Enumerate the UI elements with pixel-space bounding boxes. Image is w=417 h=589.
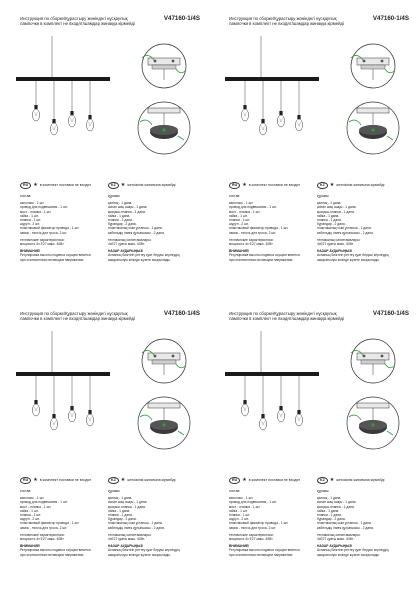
spec-line: провод для подвешания - 1 шт. (229, 205, 277, 210)
ru-technical-specs (20, 238, 104, 246)
spec-line: техникалық сипаттамалары: (108, 237, 152, 242)
kz-warning-text (317, 253, 401, 261)
spec-line: аспап шаң ашқы - 1 дана. (317, 500, 357, 505)
ru-bulbs-note (20, 477, 91, 484)
kz-badge: KZ (317, 477, 328, 484)
canopy-detail (347, 102, 399, 154)
spec-line: пластиковый фиксатор провода - 1 шт. (229, 226, 289, 231)
header-subtitle: лампочки в комплект не входят/шамдар жинаққа кірмейді (20, 316, 135, 321)
ceiling-mount-detail (142, 339, 186, 383)
lamp-drawing (225, 36, 319, 135)
kz-badge: KZ (317, 182, 328, 189)
spec-line: мост - планка - 1 шт. (229, 209, 261, 214)
star-icon: ★ (242, 181, 247, 188)
kz-contents-list (108, 496, 192, 530)
ru-badge: RU (20, 182, 31, 189)
spec-line: планка - 1 шт. (229, 513, 251, 518)
spec-line: қалпақ - 1 дана. (317, 496, 342, 501)
spec-line: ажыратылуы кезінде жүзеге асырылады. (317, 552, 380, 557)
kz-specification (317, 489, 401, 557)
spec-line: аспап шаң ашқы - 1 дана. (317, 205, 357, 210)
spec-line: бұрандар - 2 дана. (317, 222, 346, 227)
spec-line: ажыратылуы кезінде жүзеге асырылады. (108, 552, 171, 557)
spec-line: шуруп - 2 шт. (20, 222, 40, 227)
spec-line: технические характеристики: (229, 237, 274, 242)
model-number: V47160-1/4S (372, 15, 409, 22)
ru-technical-specs (20, 533, 104, 541)
pendant-bulb (295, 376, 302, 426)
ru-technical-specs (229, 238, 313, 246)
spec-line: техникалық сипаттамалары: (108, 532, 152, 537)
kz-specification (108, 489, 192, 557)
kz-bulbs-note (108, 477, 175, 484)
header-subtitle: лампочки в комплект не входят/шамдар жинаққа кірмейді (229, 21, 344, 26)
instruction-sheet (0, 0, 208, 294)
spec-line: Регулировка высоты подвеса осуществляется (20, 253, 91, 258)
spec-line: кабельдің ілмек құлыпшасы - 2 дана. (317, 230, 374, 235)
kz-contents-title: құрамы: (317, 489, 330, 493)
ru-bulbs-note (20, 182, 91, 189)
spec-line: замок - тягочь для троса- 2 шт. (229, 525, 277, 530)
ru-warning-text (20, 253, 104, 261)
kz-bulbs-note (317, 477, 384, 484)
ru-contents-title: состав: (229, 194, 241, 198)
spec-line: шуруп - 2 шт. (20, 517, 40, 522)
spec-line: Регулировка высоты подвеса осуществляется (20, 548, 91, 553)
spec-line: планка - 1 шт. (20, 513, 42, 518)
ru-contents-list (20, 201, 104, 235)
ru-bulbs-note-text: в комплект поставки не входят (248, 478, 301, 483)
model-number: V47160-1/4S (163, 310, 200, 317)
kz-contents-title: құрамы: (108, 194, 121, 198)
spec-line: қалпақ - 1 дана. (317, 201, 342, 206)
ru-bulbs-note-text: в комплект поставки не входят (39, 183, 92, 188)
spec-line: Аспаның биіктігін реттеу қуат беруші кернеудің (317, 548, 389, 553)
pendant-bulb (259, 81, 266, 135)
star-icon: ★ (33, 181, 38, 188)
kz-specification (108, 194, 192, 262)
pendant-bulb (50, 81, 57, 135)
pendant-bulb (241, 376, 248, 416)
star-icon: ★ (33, 476, 38, 483)
spec-line: бұрандар - 2 дана. (108, 517, 137, 522)
pendant-bulb (241, 81, 248, 121)
header-title: Инструкция по сборке/Құрастыру жөніндегі нұсқаулық (229, 16, 337, 21)
spec-line: при отключенном питающем напряжении. (229, 552, 294, 557)
kz-specification (317, 194, 401, 262)
spec-line: бұрандар - 2 дана. (317, 517, 346, 522)
spec-line: провод для подвешания - 1 шт. (229, 500, 277, 505)
lamp-drawing (16, 331, 110, 430)
kz-bulbs-note-text: жеткізілім жинағына кірмейді (127, 183, 176, 188)
spec-line: бұрандар - 2 дана. (108, 222, 137, 227)
ceiling-mount-detail (351, 339, 395, 383)
spec-line: қысқыш-планка - 1 дана. (317, 209, 355, 214)
spec-line: при отключенном питающем напряжении. (229, 257, 294, 262)
spec-line: гайка - 1 шт. (20, 213, 39, 218)
kz-warning-title: НАЗАР АУДАРЫҢЫЗ! (108, 249, 144, 254)
ru-contents-list (229, 496, 313, 530)
spec-line: қысқыш-планка - 1 дана. (108, 209, 146, 214)
spec-line: пластикалық сым ұстағыш - 1 дана. (317, 521, 372, 526)
spec-line: қысқыш-планка - 1 дана. (108, 504, 146, 509)
spec-line: замок - тягочь для троса- 2 шт. (20, 525, 68, 530)
spec-line: при отключенном питающем напряжении. (20, 257, 85, 262)
kz-warning-title: НАЗАР АУДАРЫҢЫЗ! (108, 544, 144, 549)
ru-badge: RU (229, 477, 240, 484)
spec-line: технические характеристики: (20, 237, 65, 242)
spec-line: провод для подвешания - 1 шт. (20, 205, 68, 210)
spec-line: қысқыш-планка - 1 дана. (317, 504, 355, 509)
spec-line: 4хЕ27 қуаты макс. 40Вт. (108, 537, 145, 542)
ru-warning-title: ВНИМАНИЕ! (229, 249, 250, 254)
lamp-drawing (16, 36, 110, 135)
pendant-bulb (277, 81, 284, 127)
kz-technical-specs (317, 238, 401, 246)
spec-line: технические характеристики: (20, 532, 65, 537)
spec-line: гайка - 1 шт. (229, 508, 248, 513)
spec-line: шуруп - 2 шт. (229, 517, 249, 522)
header-title: Инструкция по сборке/Құрастыру жөніндегі нұсқаулық (229, 311, 337, 316)
spec-line: шуруп - 2 шт. (229, 222, 249, 227)
spec-line: пластикалық сым ұстағыш - 1 дана. (108, 226, 163, 231)
header-title: Инструкция по сборке/Құрастыру жөніндегі нұсқаулық (20, 16, 128, 21)
kz-warning-title: НАЗАР АУДАРЫҢЫЗ! (317, 249, 353, 254)
spec-line: кабельдің ілмек құлыпшасы - 2 дана. (317, 525, 374, 530)
star-icon: ★ (120, 181, 126, 188)
kz-contents-list (317, 201, 401, 235)
spec-line: ажыратылуы кезінде жүзеге асырылады. (108, 257, 171, 262)
spec-line: замок - тягочь для троса- 2 шт. (20, 230, 68, 235)
kz-bulbs-note-text: жеткізілім жинағына кірмейді (127, 478, 176, 483)
ru-bulbs-note (229, 182, 300, 189)
spec-line: гайка - 1 дана. (108, 213, 131, 218)
ru-specification (20, 194, 104, 262)
spec-line: пластикалық сым ұстағыш - 1 дана. (108, 521, 163, 526)
instruction-sheet (0, 295, 208, 589)
star-icon: ★ (120, 476, 126, 483)
spec-line: 4хЕ27 қуаты макс. 40Вт. (317, 242, 354, 247)
spec-line: замок - тягочь для троса- 2 шт. (229, 230, 277, 235)
ru-contents-title: состав: (20, 489, 32, 493)
kz-technical-specs (108, 238, 192, 246)
spec-line: мощность 4х E27 макс. 40Вт (20, 242, 64, 247)
pendant-bulb (86, 376, 93, 426)
ru-contents-list (229, 201, 313, 235)
ceiling-mount-detail (142, 44, 186, 88)
kz-contents-title: құрамы: (317, 194, 330, 198)
pendant-bulb (277, 376, 284, 422)
kz-technical-specs (108, 533, 192, 541)
spec-line: пластиковый фиксатор провода - 1 шт. (20, 226, 80, 231)
spec-line: планка - 1 дана. (108, 513, 133, 518)
canopy-detail (138, 397, 190, 449)
spec-line: гайка - 1 шт. (229, 213, 248, 218)
spec-line: 4хЕ27 қуаты макс. 40Вт. (317, 537, 354, 542)
spec-line: мощность 4х E27 макс. 40Вт (229, 242, 273, 247)
lamp-drawing (225, 331, 319, 430)
kz-contents-title: құрамы: (108, 489, 121, 493)
ru-warning-title: ВНИМАНИЕ! (20, 544, 41, 549)
spec-line: провод для подвешания - 1 шт. (20, 500, 68, 505)
ru-specification (229, 489, 313, 557)
kz-bulbs-note-text: жеткізілім жинағына кірмейді (336, 478, 385, 483)
header-title: Инструкция по сборке/Құрастыру жөніндегі нұсқаулық (20, 311, 128, 316)
spec-line: планка - 1 дана. (108, 218, 133, 223)
assembly-illustration (14, 331, 198, 471)
ru-contents-list (20, 496, 104, 530)
spec-line: планка - 1 шт. (229, 218, 251, 223)
ru-warning-title: ВНИМАНИЕ! (20, 249, 41, 254)
spec-line: пластикалық сым ұстағыш - 1 дана. (317, 226, 372, 231)
star-icon: ★ (242, 476, 247, 483)
spec-line: кабельдің ілмек құлыпшасы - 2 дана. (108, 525, 165, 530)
pendant-bulb (68, 376, 75, 422)
assembly-illustration (223, 331, 407, 471)
kz-warning-text (108, 548, 192, 556)
model-number: V47160-1/4S (163, 15, 200, 22)
ru-technical-specs (229, 533, 313, 541)
spec-line: Регулировка высоты подвеса осуществляется (229, 253, 300, 258)
kz-warning-title: НАЗАР АУДАРЫҢЫЗ! (317, 544, 353, 549)
spec-line: мощность 4х E27 макс. 40Вт (20, 537, 64, 542)
spec-line: гайка - 1 дана. (108, 508, 131, 513)
spec-line: планка - 1 дана. (317, 218, 342, 223)
instruction-sheet (209, 0, 417, 294)
spec-line: Аспаның биіктігін реттеу қуат беруші кернеудің (317, 253, 389, 258)
spec-line: мост - планка - 1 шт. (20, 209, 52, 214)
kz-warning-text (317, 548, 401, 556)
spec-line: гайка - 1 дана. (317, 213, 340, 218)
spec-line: пластиковый фиксатор провода - 1 шт. (229, 521, 289, 526)
star-icon: ★ (329, 476, 335, 483)
kz-contents-list (108, 201, 192, 235)
star-icon: ★ (329, 181, 335, 188)
kz-badge: KZ (108, 182, 119, 189)
spec-line: Аспаның биіктігін реттеу қуат беруші кернеудің (108, 548, 180, 553)
kz-badge: KZ (108, 477, 119, 484)
spec-line: каполасс - 1 шт. (229, 496, 254, 501)
kz-technical-specs (317, 533, 401, 541)
spec-line: қалпақ - 1 дана. (108, 496, 133, 501)
header-subtitle: лампочки в комплект не входят/шамдар жинаққа кірмейді (229, 316, 344, 321)
pendant-bulb (32, 81, 39, 121)
ru-specification (229, 194, 313, 262)
spec-line: Аспаның биіктігін реттеу қуат беруші кернеудің (108, 253, 180, 258)
spec-line: мост - планка - 1 шт. (229, 504, 261, 509)
spec-line: қалпақ - 1 дана. (108, 201, 133, 206)
spec-line: техникалық сипаттамалары: (317, 237, 361, 242)
ru-contents-title: состав: (229, 489, 241, 493)
spec-line: аспап шаң ашқы - 1 дана. (108, 205, 148, 210)
spec-line: кабельдің ілмек құлыпшасы - 2 дана. (108, 230, 165, 235)
spec-line: ажыратылуы кезінде жүзеге асырылады. (317, 257, 380, 262)
spec-line: техникалық сипаттамалары: (317, 532, 361, 537)
pendant-bulb (259, 376, 266, 430)
ru-contents-title: состав: (20, 194, 32, 198)
header-subtitle: лампочки в комплект не входят/шамдар жинаққа кірмейді (20, 21, 135, 26)
spec-line: каполасс - 1 шт. (20, 201, 45, 206)
ru-badge: RU (229, 182, 240, 189)
pendant-bulb (86, 81, 93, 131)
pendant-bulb (32, 376, 39, 416)
pendant-bulb (50, 376, 57, 430)
spec-line: планка - 1 дана. (317, 513, 342, 518)
assembly-illustration (223, 36, 407, 176)
ru-bulbs-note (229, 477, 300, 484)
kz-bulbs-note-text: жеткізілім жинағына кірмейді (336, 183, 385, 188)
kz-warning-text (108, 253, 192, 261)
kz-contents-list (317, 496, 401, 530)
spec-line: гайка - 1 дана. (317, 508, 340, 513)
spec-line: гайка - 1 шт. (20, 508, 39, 513)
spec-line: технические характеристики: (229, 532, 274, 537)
spec-line: каполасс - 1 шт. (20, 496, 45, 501)
ru-warning-text (20, 548, 104, 556)
canopy-detail (138, 102, 190, 154)
ru-bulbs-note-text: в комплект поставки не входят (39, 478, 92, 483)
assembly-illustration (14, 36, 198, 176)
kz-bulbs-note (317, 182, 384, 189)
instruction-sheet (209, 295, 417, 589)
ru-bulbs-note-text: в комплект поставки не входят (248, 183, 301, 188)
pendant-bulb (68, 81, 75, 127)
spec-line: каполасс - 1 шт. (229, 201, 254, 206)
spec-line: мощность 4х E27 макс. 40Вт (229, 537, 273, 542)
spec-line: Регулировка высоты подвеса осуществляется (229, 548, 300, 553)
ceiling-mount-detail (351, 44, 395, 88)
canopy-detail (347, 397, 399, 449)
kz-bulbs-note (108, 182, 175, 189)
ru-warning-text (229, 548, 313, 556)
pendant-bulb (295, 81, 302, 131)
spec-line: пластиковый фиксатор провода - 1 шт. (20, 521, 80, 526)
ru-warning-title: ВНИМАНИЕ! (229, 544, 250, 549)
ru-specification (20, 489, 104, 557)
ru-badge: RU (20, 477, 31, 484)
spec-line: аспап шаң ашқы - 1 дана. (108, 500, 148, 505)
model-number: V47160-1/4S (372, 310, 409, 317)
spec-line: мост - планка - 1 шт. (20, 504, 52, 509)
spec-line: планка - 1 шт. (20, 218, 42, 223)
spec-line: 4хЕ27 қуаты макс. 40Вт. (108, 242, 145, 247)
spec-line: при отключенном питающем напряжении. (20, 552, 85, 557)
ru-warning-text (229, 253, 313, 261)
